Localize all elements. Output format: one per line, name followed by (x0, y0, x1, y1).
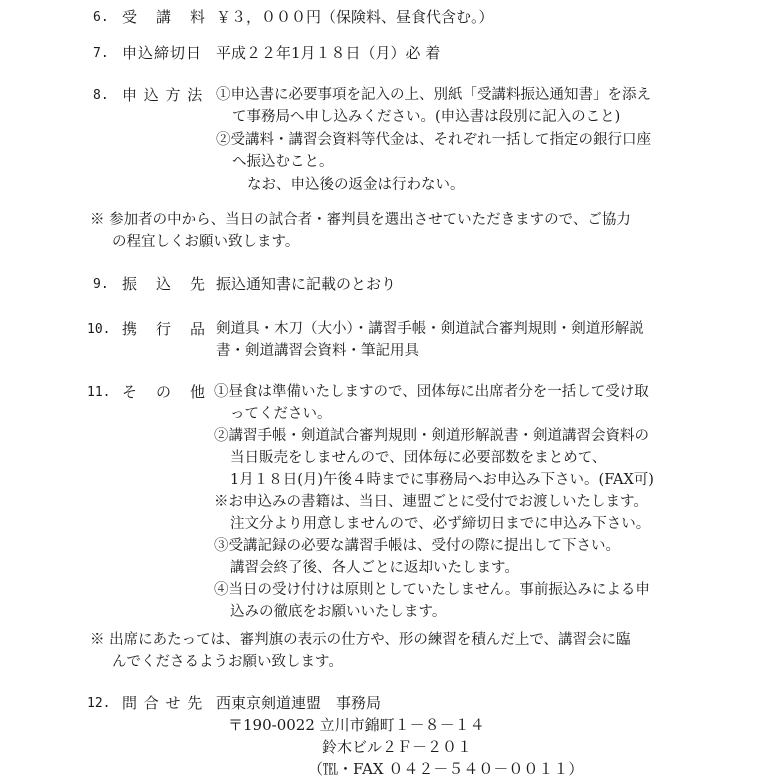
section-number: 12. (87, 696, 111, 711)
section-text: 振込通知書に記載のとおり (216, 275, 397, 293)
section-text-line: ④当日の受け付けは原則としていたしません。事前振込みによる申 (214, 582, 650, 598)
note-line: んでくださるようお願い致します。 (112, 654, 343, 670)
section-label: 申込締切日 (122, 44, 203, 62)
section-text-line: 注文分より用意しませんので、必ず締切日までに申込み下さい。 (230, 516, 651, 532)
section-label: 受 講 料 (122, 8, 208, 26)
section-text-line: ②受講料・講習会資料等代金は、それぞれ一括して指定の銀行口座 (216, 132, 651, 148)
contact-building: 鈴木ビル２Ｆ－２０１ (322, 738, 473, 756)
section-label: 問 合 せ 先 (122, 694, 204, 712)
section-text-line: 込みの徹底をお願いいたします。 (230, 604, 447, 620)
section-label: 振 込 先 (122, 275, 208, 293)
section-text: 平成２２年1月１８日（月）必 着 (216, 44, 441, 62)
section-label: そ の 他 (122, 383, 208, 401)
section-text-line: ①昼食は準備いたしますので、団体毎に出席者分を一括して受け取 (214, 384, 649, 400)
section-label: 携 行 品 (122, 320, 208, 338)
section-number: 9. (93, 277, 109, 292)
section-text-line: 講習会終了後、各人ごとに返却いたします。 (230, 560, 519, 576)
contact-office: 西東京剣道連盟 事務局 (216, 694, 382, 712)
section-text-line: ってください。 (230, 406, 332, 422)
section-text-line: 剣道具・木刀（大小）・講習手帳・剣道試合審判規則・剣道形解説 (216, 321, 644, 337)
section-text-line: ③受講記録の必要な講習手帳は、受付の際に提出して下さい。 (214, 538, 620, 554)
section-label: 申 込 方 法 (122, 86, 204, 104)
note-line: ※ 出席にあたっては、審判旗の表示の仕方や、形の練習を積んだ上で、講習会に臨 (90, 632, 631, 648)
section-text-line: ②講習手帳・剣道試合審判規則・剣道形解説書・剣道講習会資料の (214, 428, 649, 444)
section-number: 6. (93, 10, 109, 25)
section-number: 10. (87, 322, 111, 337)
section-text-line: 1月１８日(月)午後４時までに事務局へお申込み下さい。(FAX可) (230, 472, 654, 488)
section-number: 11. (87, 385, 111, 400)
section-text-line: ①申込書に必要事項を記入の上、別紙「受講料振込通知書」を添え (216, 87, 651, 103)
section-text-line: ※お申込みの書籍は、当日、連盟ごとに受付でお渡しいたします。 (214, 494, 648, 510)
section-number: 7. (93, 46, 109, 61)
section-number: 8. (93, 88, 109, 103)
section-text-line: 書・剣道講習会資料・筆記用具 (216, 343, 419, 359)
contact-address: 〒190-0022 立川市錦町１－８－１４ (228, 716, 485, 734)
note-line: ※ 参加者の中から、当日の試合者・審判員を選出させていただきますので、ご協力 (90, 212, 631, 228)
contact-phone-fax: （℡・FAX ０４２－５４０－００１１） (308, 760, 584, 778)
note-line: の程宜しくお願い致します。 (112, 234, 300, 250)
section-text: ￥３，０００円（保険料、昼食代含む。） (216, 8, 494, 26)
section-text-line: へ振込むこと。 (232, 154, 334, 170)
section-text-line: 当日販売をしませんので、団体毎に必要部数をまとめて、 (230, 450, 607, 466)
section-text-line: なお、申込後の返金は行わない。 (247, 177, 465, 193)
section-text-line: て事務局へ申し込みください。(申込書は段別に記入のこと) (232, 109, 621, 125)
